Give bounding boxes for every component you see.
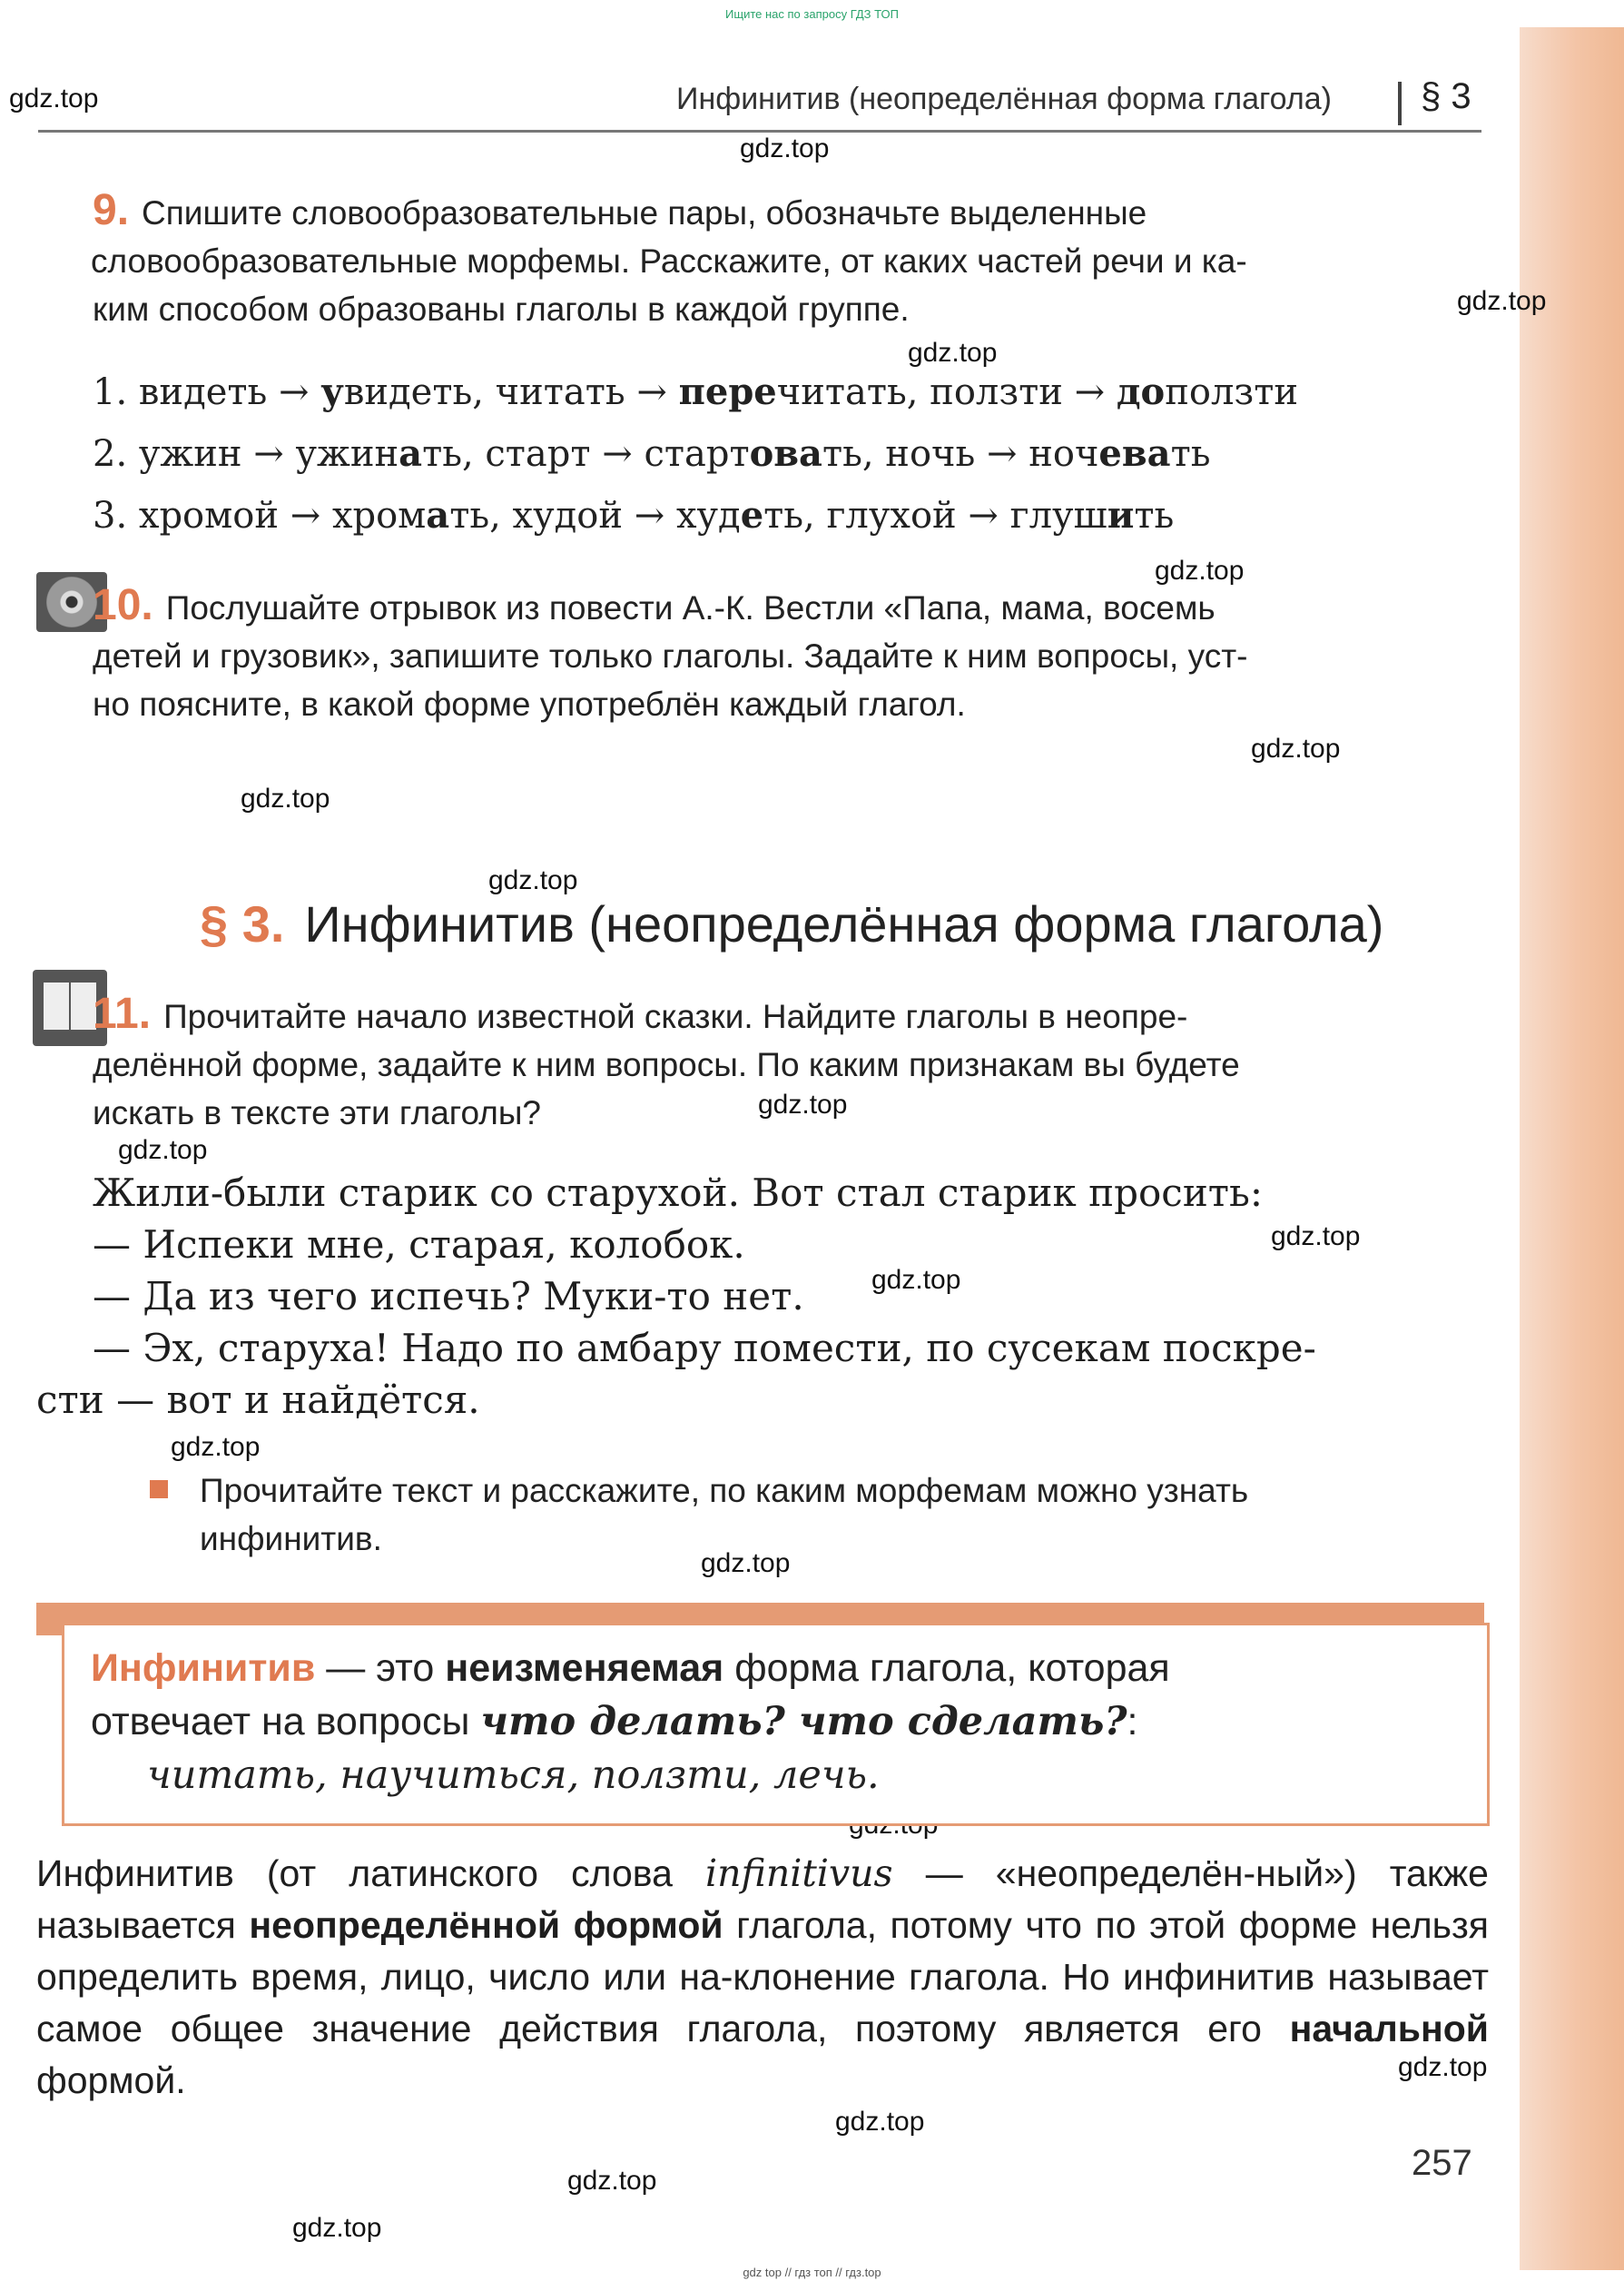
task-line: ким способом образованы глаголы в каждой группе.	[93, 291, 910, 328]
watermark: gdz.top	[1251, 734, 1341, 764]
header-separator	[1398, 82, 1402, 125]
task-line: детей и грузовик», запишите только глаголы. Задайте к ним вопросы, уст-	[93, 637, 1248, 675]
pair-row-2: 2. ужин → ужинать, старт → стартовать, ночь → ночевать	[93, 432, 1211, 475]
task-10	[93, 581, 1486, 728]
watermark: gdz.top	[1457, 286, 1547, 316]
watermark: gdz.top	[835, 2107, 925, 2137]
task-11	[93, 990, 1486, 1137]
pair-row-3: 3. хромой → хромать, худой → худеть, глухой → глушить	[93, 494, 1175, 537]
pair-row-1: 1. видеть → увидеть, читать → перечитать, ползти → доползти	[93, 370, 1298, 413]
bullet-task	[200, 1466, 1489, 1563]
task-9	[93, 186, 1486, 333]
body-paragraph: Инфинитив (от латинского слова infinitivus — «неопределён-ный») также называется неопределённой формой глагола, потому что по этой форме нельзя определить время, лицо, число или на-клонение глагола. Но инфинитив называет самое общее значение действия глагола, поэтому является его начальной формой.	[36, 1852, 1489, 2101]
section-title-text: Инфинитив (неопределённая форма глагола)	[304, 895, 1384, 953]
task-line: Прочитайте начало известной сказки. Найдите глаголы в неопре-	[163, 998, 1188, 1035]
tale-line: Жили-были старик со старухой. Вот стал старик просить:	[93, 1170, 1264, 1215]
definition-term: Инфинитив	[91, 1646, 316, 1690]
tale-line: сти — вот и найдётся.	[36, 1378, 480, 1422]
task-line: искать в тексте эти глаголы?	[93, 1094, 541, 1131]
watermark: gdz.top	[488, 865, 578, 895]
task-line: словообразовательные морфемы. Расскажите, от каких частей речи и ка-	[91, 242, 1247, 280]
watermark: gdz.top	[118, 1135, 208, 1165]
definition-examples: читать, научиться, ползти, лечь.	[147, 1753, 880, 1798]
watermark: gdz.top	[758, 1090, 848, 1120]
latin-word: infinitivus	[705, 1852, 893, 1895]
definition-text: Инфинитив — это неизменяемая форма глагола, которая отвечает на вопросы что делать? что сделать?: читать, научиться, ползти, лечь.	[91, 1642, 1462, 1802]
task-line: Прочитайте текст и расскажите, по каким морфемам можно узнать	[200, 1472, 1249, 1509]
word-pairs-list	[93, 361, 1509, 547]
watermark: gdz.top	[1155, 556, 1245, 586]
fairy-tale-excerpt	[36, 1167, 1489, 1426]
watermark: gdz.top	[908, 338, 998, 368]
task-number: 10.	[93, 581, 153, 629]
bullet-square-icon	[150, 1480, 168, 1498]
running-header-title: Инфинитив (неопределённая форма глагола)	[676, 82, 1332, 116]
task-number: 9.	[93, 186, 130, 234]
watermark: gdz.top	[871, 1265, 961, 1295]
task-number: 11.	[93, 990, 152, 1038]
watermark: gdz.top	[740, 133, 830, 163]
watermark: gdz.top	[292, 2213, 382, 2243]
task-line: но поясните, в какой форме употреблён каждый глагол.	[93, 686, 966, 723]
watermark: gdz.top	[9, 84, 99, 114]
watermark: gdz.top	[171, 1432, 261, 1462]
running-header-section: § 3	[1421, 76, 1471, 116]
page-number: 257	[1412, 2143, 1472, 2183]
task-line: инфинитив.	[200, 1520, 382, 1557]
task-line: делённой форме, задайте к ним вопросы. По каким признакам вы будете	[93, 1046, 1240, 1083]
header-rule	[38, 130, 1481, 133]
top-note: Ищите нас по запросу ГДЗ ТОП	[725, 7, 899, 21]
tale-line: — Эх, старуха! Надо по амбару помести, по сусекам поскре-	[93, 1326, 1316, 1370]
section-number: § 3.	[200, 895, 285, 953]
watermark: gdz.top	[241, 784, 330, 814]
tale-line: — Да из чего испечь? Муки-то нет.	[93, 1274, 804, 1318]
definition-questions: что делать? что сделать?	[480, 1699, 1127, 1744]
section-heading	[200, 894, 1383, 953]
watermark: gdz.top	[567, 2166, 657, 2196]
bottom-note: gdz top // гдз топ // гдз.top	[743, 2266, 881, 2279]
watermark: gdz.top	[1398, 2052, 1488, 2082]
tale-line: — Испеки мне, старая, колобок.	[93, 1222, 745, 1267]
page-edge-stripe	[1520, 27, 1624, 2270]
task-line: Спишите словообразовательные пары, обозначьте выделенные	[142, 194, 1147, 232]
watermark: gdz.top	[701, 1548, 791, 1578]
watermark: gdz.top	[1271, 1221, 1361, 1251]
task-line: Послушайте отрывок из повести А.-К. Вестли «Папа, мама, восемь	[165, 589, 1216, 627]
